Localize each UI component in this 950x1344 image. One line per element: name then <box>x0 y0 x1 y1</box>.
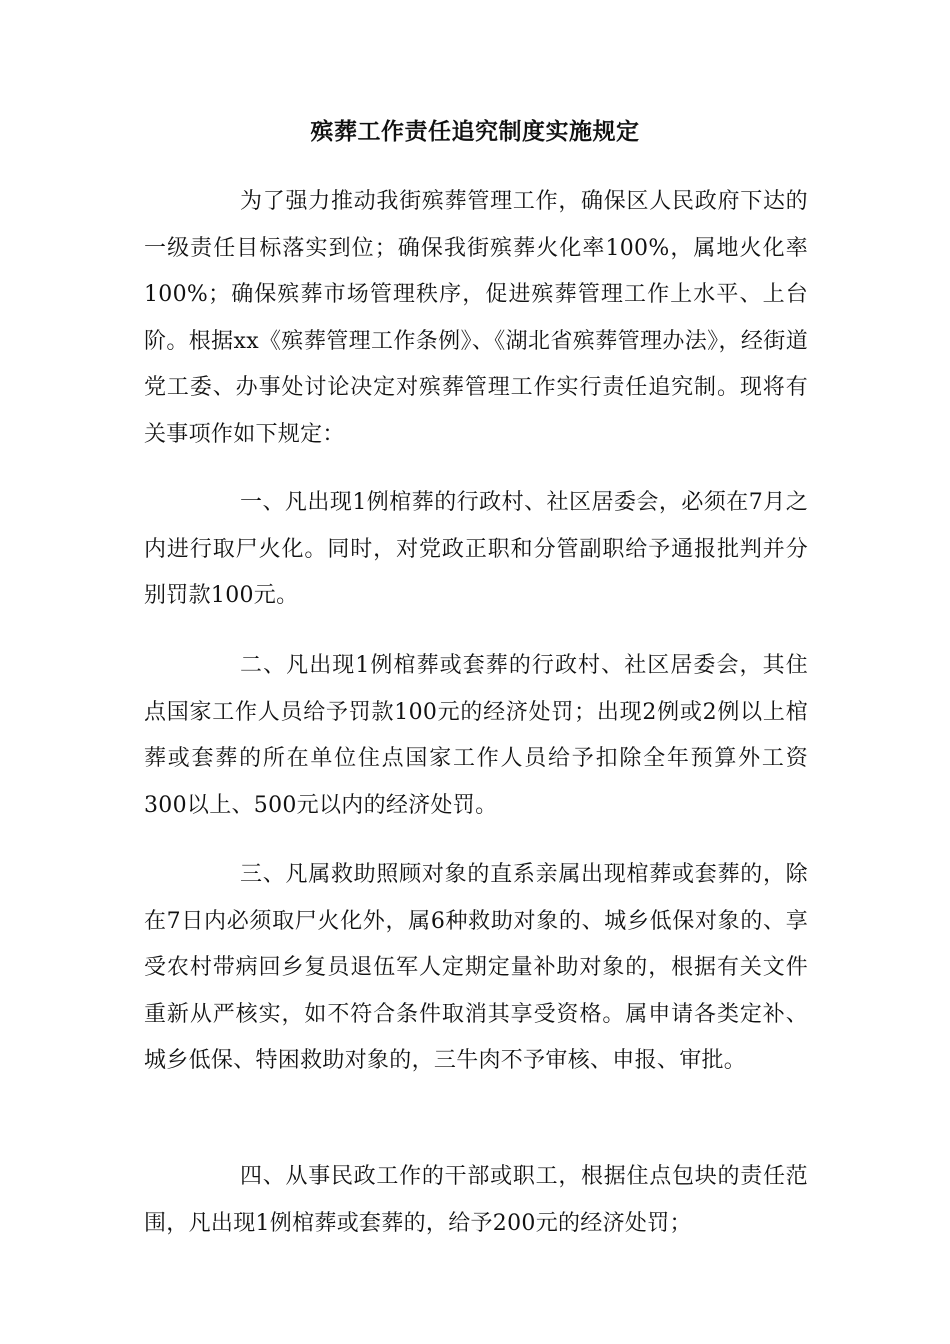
paragraph-rule-2: 二、凡出现1例棺葬或套葬的行政村、社区居委会，其住点国家工作人员给予罚款100元的经济处罚；出现2例或2例以上棺葬或套葬的所在单位住点国家工作人员给予扣除全年预算外工资300以上、500元以内的经济处罚。 <box>144 653 808 818</box>
paragraph-rule-4: 四、从事民政工作的干部或职工，根据住点包块的责任范围，凡出现1例棺葬或套葬的，给予200元的经济处罚； <box>144 1164 808 1236</box>
document-title: 殡葬工作责任追究制度实施规定 <box>310 118 640 145</box>
paragraph-rule-3: 三、凡属救助照顾对象的直系亲属出现棺葬或套葬的，除在7日内必须取尸火化外，属6种救助对象的、城乡低保对象的、享受农村带病回乡复员退伍军人定期定量补助对象的，根据有关文件重新从严核实，如不符合条件取消其享受资格。属申请各类定补、城乡低保、特困救助对象的，三牛肉不予审核、申报、审批。 <box>144 862 808 1073</box>
paragraph-preamble: 为了强力推动我街殡葬管理工作，确保区人民政府下达的一级责任目标落实到位；确保我街殡葬火化率100%，属地火化率100%；确保殡葬市场管理秩序，促进殡葬管理工作上水平、上台阶。根据xx《殡葬管理工作条例》、《湖北省殡葬管理办法》，经街道党工委、办事处讨论决定对殡葬管理工作实行责任追究制。现将有关事项作如下规定： <box>144 189 808 447</box>
paragraph-rule-1: 一、凡出现1例棺葬的行政村、社区居委会，必须在7月之内进行取尸火化。同时，对党政正职和分管副职给予通报批判并分别罚款100元。 <box>144 490 808 608</box>
